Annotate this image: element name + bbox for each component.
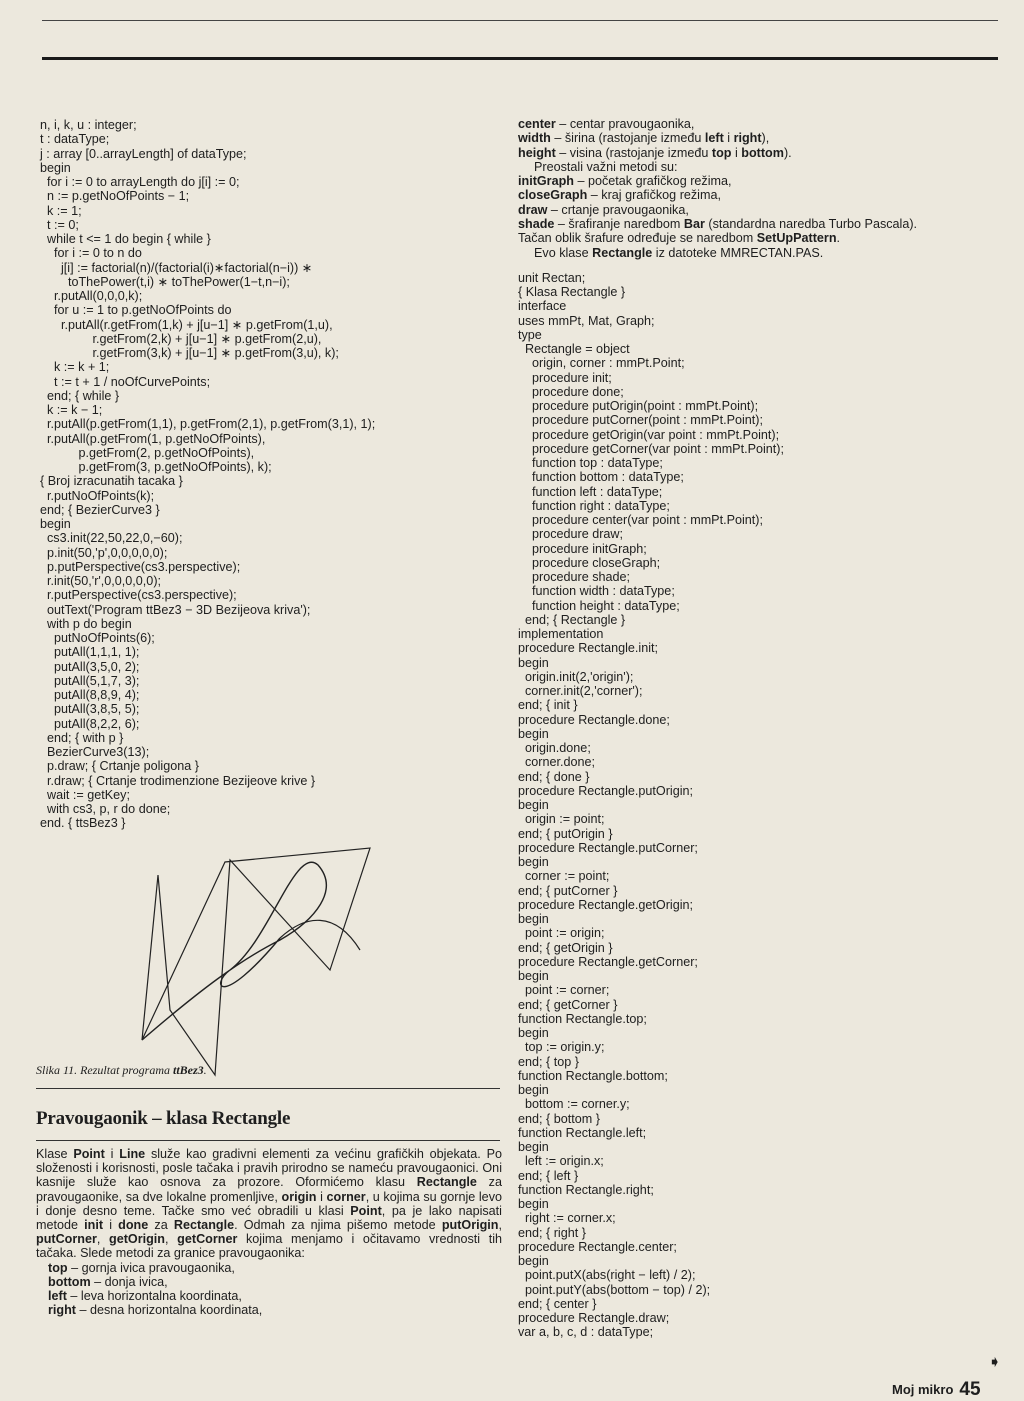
figure-bezier-curve	[130, 820, 380, 1080]
code-listing-ttbez3: n, i, k, u : integer; t : dataType; j : array [0..arrayLength] of dataType; begin for i := 0 to arrayLength do j[i] := 0; n := p.getNoOfPoints − 1; k := 1; t := 0; while t <= 1 do begin { while } for i := 0 to n do j[i] := factorial(n)/(factorial(i)∗factorial(n−i)) ∗ toThePower(t,i) ∗ toThePower(1−t,n−i); r.putAll(0,0,0,k); for u := 1 to p.getNoOfPoints do r.putAll(r.getFrom(1,k) + j[u−1] ∗ p.getFrom(1,u), r.getFrom(2,k) + j[u−1] ∗ p.getFrom(2,u), r.getFrom(3,k) + j[u−1] ∗ p.getFrom(3,u), k); k := k + 1; t := t + 1 / noOfCurvePoints; end; { while } k := k − 1; r.putAll(p.getFrom(1,1), p.getFrom(2,1), p.getFrom(3,1), 1); r.putAll(p.getFrom(1, p.getNoOfPoints), p.getFrom(2, p.getNoOfPoints), p.getFrom(3, p.getNoOfPoints), k); { Broj izracunatih tacaka } r.putNoOfPoints(k); end; { BezierCurve3 } begin cs3.init(22,50,22,0,−60); p.init(50,'p',0,0,0,0,0); p.putPerspective(cs3.perspective); r.init(50,'r',0,0,0,0,0); r.putPerspective(cs3.perspective); outText('Program ttBez3 − 3D Bezijeova kriva'); with p do begin putNoOfPoints(6); putAll(1,1,1, 1); putAll(3,5,0, 2); putAll(5,1,7, 3); putAll(8,8,9, 4); putAll(3,8,5, 5); putAll(8,2,2, 6); end; { with p } BezierCurve3(13); p.draw; { Crtanje poligona } r.draw; { Crtanje trodimenzione Bezijeove krive } wait := getKey; with cs3, p, r do done; end. { ttsBez3 }	[40, 118, 376, 831]
definition-line: initGraph – početak grafičkog režima,	[518, 174, 732, 189]
section-rule	[36, 1140, 500, 1141]
term-item: right – desna horizontalna koordinata,	[48, 1303, 263, 1318]
figure-caption: Slika 11. Rezultat programa ttBez3.	[36, 1063, 207, 1077]
bezier-curve	[142, 862, 326, 1040]
definition-line: height – visina (rastojanje između top i bottom).	[518, 145, 792, 160]
definition-line: Tačan oblik šrafure određuje se naredbom SetUpPattern.	[518, 231, 841, 246]
page-number: 45	[959, 1379, 981, 1400]
definition-line: center – centar pravougaonika,	[518, 117, 695, 131]
magazine-name: Moj mikro	[892, 1382, 954, 1397]
header-rule-thick	[42, 57, 998, 60]
code-listing-rectan: unit Rectan; { Klasa Rectangle } interface uses mmPt, Mat, Graph; type Rectangle = object origin, corner : mmPt.Point; procedure init; procedure done; procedure putOrigin(point : mmPt.Point); procedure putCorner(point : mmPt.Point); procedure getOrigin(var point : mmPt.Point); procedure getCorner(var point : mmPt.Point); function top : dataType; function bottom : dataType; function left : dataType; function right : dataType; procedure center(var point : mmPt.Point); procedure draw; procedure initGraph; procedure closeGraph; procedure shade; function width : dataType; function height : dataType; end; { Rectangle } implementation procedure Rectangle.init; begin origin.init(2,'origin'); corner.init(2,'corner'); end; { init } procedure Rectangle.done; begin origin.done; corner.done; end; { done } procedure Rectangle.putOrigin; begin origin := point; end; { putOrigin } procedure Rectangle.putCorner; begin corner := point; end; { putCorner } procedure Rectangle.getOrigin; begin point := origin; end; { getOrigin } procedure Rectangle.getCorner; begin point := corner; end; { getCorner } function Rectangle.top; begin top := origin.y; end; { top } function Rectangle.bottom; begin bottom := corner.y; end; { bottom } function Rectangle.left; begin left := origin.x; end; { left } function Rectangle.right; begin right := corner.x; end; { right } procedure Rectangle.center; begin point.putX(abs(right − left) / 2); point.putY(abs(bottom − top) / 2); end; { center } procedure Rectangle.draw; var a, b, c, d : dataType;	[518, 270, 784, 1340]
term-list	[36, 1261, 502, 1318]
method-definitions	[518, 117, 998, 260]
section-body	[36, 1147, 502, 1317]
definition-line: Evo klase Rectangle iz datoteke MMRECTAN.PAS.	[534, 245, 824, 260]
caption-rule	[36, 1088, 500, 1089]
header-rule	[42, 20, 998, 21]
continue-arrow-icon: ➧	[988, 1354, 1002, 1371]
section-title: Pravougaonik – klasa Rectangle	[36, 1108, 291, 1129]
term-item: left – leva horizontalna koordinata,	[48, 1289, 242, 1304]
control-polygon	[142, 848, 370, 1075]
definition-line: closeGraph – kraj grafičkog režima,	[518, 188, 721, 203]
bezier-curve-loop	[280, 920, 360, 950]
term-item: bottom – donja ivica,	[48, 1274, 168, 1289]
definition-line: width – širina (rastojanje između left i right),	[518, 131, 770, 146]
page-footer	[892, 1379, 981, 1401]
definition-line: Preostali važni metodi su:	[534, 159, 678, 174]
definition-line: draw – crtanje pravougaonika,	[518, 202, 689, 217]
term-item: top – gornja ivica pravougaonika,	[48, 1260, 235, 1275]
left-column	[40, 118, 502, 831]
right-column	[518, 117, 998, 1340]
definition-line: shade – šrafiranje naredbom Bar (standardna naredba Turbo Pascala).	[518, 217, 918, 232]
intro-paragraph: Klase Point i Line služe kao gradivni elementi za većinu grafičkih objekata. Po složenosti i korisnosti, posle tačaka i pravih prirodno se nameću pravougaonici. Oni kasnije služe kao osnova za prozore. Oformićemo klasu Rectangle za pravougaonike, sa dve lokalne promenljive, origin i corner, u kojima su gornje levo i donje desno teme. Tačke smo već obradili u klasi Point, pa je lako napisati metode init i done za Rectangle. Odmah za njima pišemo metode putOrigin, putCorner, getOrigin, getCorner kojima menjamo i očitavamo vrednosti tih tačaka. Slede metodi za granice pravougaonika:	[36, 1147, 503, 1261]
